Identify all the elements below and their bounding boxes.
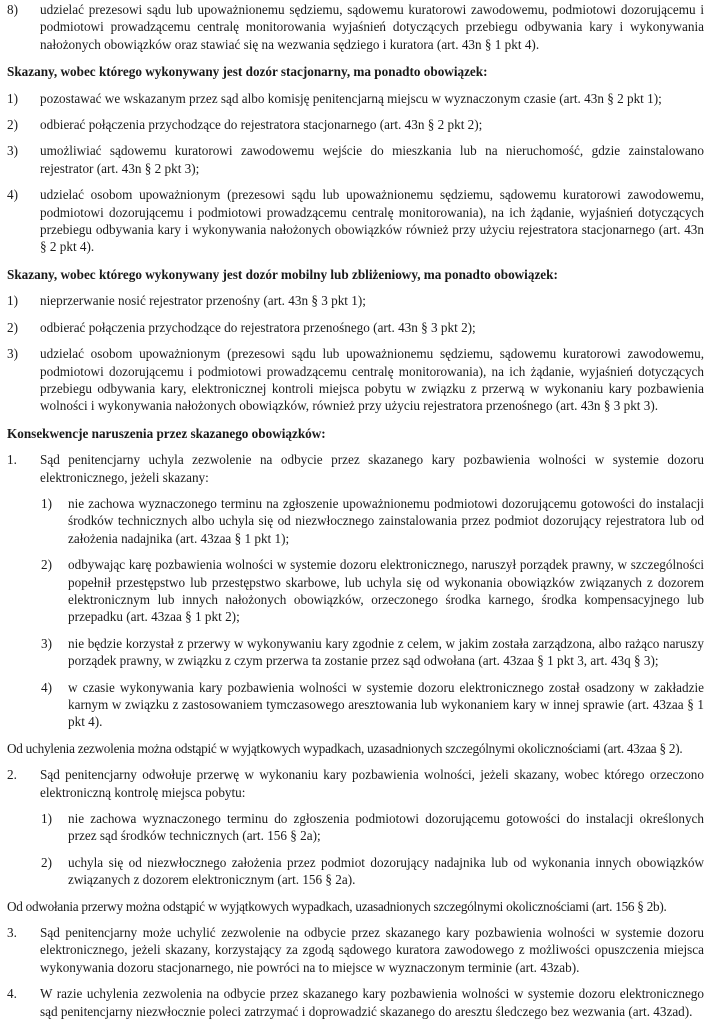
section-heading-consequences: Konsekwencje naruszenia przez skazanego obowiązków: [7,425,326,441]
list-item [7,345,704,415]
sub-list-item [7,854,704,889]
sub-list-item [7,556,704,626]
point-number: 3. [7,925,17,941]
item-number: 3) [41,635,52,651]
point-number: 1. [7,452,17,468]
sub-list-item [7,495,704,547]
item-number: 1) [41,811,52,827]
item-text: udzielać osobom upoważnionym (prezesowi sądu lub upoważnionemu sędziemu, sądowemu kuratorowi zawodowemu, podmiotowi dozorującemu i podmiotowi prowadzącemu centralę monitorowania), na ich żądanie, wyjaśnień dotyczących przebiegu odbywania kary, elektronicznej kontroli miejsca pobytu w związku z przerwą w wykonaniu kary pozbawienia wolności i wykonywania nałożonych obowiązków, również przy użyciu rejestratora przenośnego (art. 43n § 3 pkt 3). [40,346,704,414]
exception-note: Od odwołania przerwy można odstąpić w wyjątkowych wypadkach, uzasadnionych szczególnymi okolicznościami (art. 156 § 2b). [7,898,667,914]
item-number: 1) [7,293,18,309]
item-text: uchyla się od niezwłocznego założenia przez podmiot dozorujący nadajnika lub od wykonania innych obowiązków związanych z dozorem elektronicznym (art. 156 § 2a). [68,854,704,888]
list-item [7,186,704,256]
point-text: Sąd penitencjarny może uchylić zezwolenie na odbycie przez skazanego kary pozbawienia wolności w systemie dozoru elektronicznego, jeżeli skazany, korzystający za zgodą sądowego kuratora zawodowego z możliwości opuszczenia miejsca wykonywania dozoru stacjonarnego, nie powróci na to miejsce w wyznaczonym terminie (art. 43zab). [40,925,704,975]
list-item [7,142,704,177]
numbered-point [7,766,704,801]
item-text: nie będzie korzystał z przerwy w wykonywaniu kary zgodnie z celem, w jakim została zarządzona, albo rażąco naruszy porządek prawny, w związku z czym przerwa ta zostanie przez sąd odwołana (art. 43zaa § 1 pkt 3, art. 43q § 3); [68,635,704,669]
sub-list-item [7,810,704,845]
point-text: Sąd penitencjarny uchyla zezwolenie na odbycie przez skazanego kary pozbawienia wolności w systemie dozoru elektronicznego, jeżeli skazany: [40,452,704,485]
item-text: odbierać połączenia przychodzące do rejestratora stacjonarnego (art. 43n § 2 pkt 2); [40,117,483,133]
item-text: udzielać prezesowi sądu lub upoważnionemu sędziemu, sądowemu kuratorowi zawodowemu, podmiotowi dozorującemu i podmiotowi prowadzącemu centralę monitorowania wyjaśnień dotyczących przebiegu odbywania kary i wykonywania nałożonych obowiązków oraz stawiać się na wezwania sędziego i kuratora (art. 43n § 1 pkt 4). [40,2,704,52]
item-number: 1) [41,495,52,511]
item-number: 8) [7,2,18,17]
section-heading-stationary: Skazany, wobec którego wykonywany jest dozór stacjonarny, ma ponadto obowiązek: [7,64,488,80]
list-item [7,319,704,336]
item-text: odbywając karę pozbawienia wolności w systemie dozoru elektronicznego, naruszył porządek prawny, w szczególności popełnił przestępstwo lub przestępstwo skarbowe, lub uchyla się od wykonania obowiązków związanych z dozorem elektronicznym lub innych nałożonych obowiązków, orzeczonego środka karnego, środka kompensacyjnego lub przepadku (art. 43zaa § 1 pkt 2); [68,557,704,625]
item-text: nieprzerwanie nosić rejestrator przenośny (art. 43n § 3 pkt 1); [40,293,366,309]
item-number: 3) [7,346,18,362]
list-item [7,292,704,309]
item-number: 2) [7,117,18,133]
item-text: nie zachowa wyznaczonego terminu na zgłoszenie upoważnionemu podmiotowi dozorującemu gotowości do instalacji środków technicznych albo uchyla się od niezwłocznego zainstalowania przez podmiot dozorujący rejestratora lub od założenia nadajnika (art. 43zaa § 1 pkt 1); [68,495,704,546]
item-number: 2) [7,319,18,335]
item-text: udzielać osobom upoważnionym (prezesowi sądu lub upoważnionemu sędziemu, sądowemu kuratorowi zawodowemu, podmiotowi dozorującemu i podmiotowi prowadzącemu centralę monitorowania), na ich żądanie, wyjaśnień dotyczących przebiegu odbywania kary i wykonywania nałożonych obowiązków również przy użyciu rejestratora stacjonarnego (art. 43n § 2 pkt 4). [40,187,704,255]
point-number: 2. [7,767,17,783]
list-item [7,1,704,53]
item-number: 4) [41,679,52,695]
point-text: W razie uchylenia zezwolenia na odbycie przez skazanego kary pozbawienia wolności w systemie dozoru elektronicznego sąd penitencjarny niezwłocznie poleci zatrzymać i doprowadzić skazanego do aresztu śledczego bez wezwania (art. 43zad). [40,986,704,1019]
sub-list-item [7,679,704,731]
item-text: odbierać połączenia przychodzące do rejestratora przenośnego (art. 43n § 3 pkt 2); [40,319,476,335]
section-heading-mobile: Skazany, wobec którego wykonywany jest dozór mobilny lub zbliżeniowy, ma ponadto obowiązek: [7,266,558,282]
sub-list-item [7,635,704,670]
item-number: 3) [7,143,18,159]
document-page [0,1,710,1020]
item-number: 4) [7,187,18,203]
item-text: pozostawać we wskazanym przez sąd albo komisję penitencjarną miejscu w wyznaczonym czasie (art. 43n § 2 pkt 1); [40,90,662,106]
item-text: nie zachowa wyznaczonego terminu do zgłoszenia podmiotowi dozorującemu gotowości do instalacji określonych przez sąd środków technicznych (art. 156 § 2a); [68,811,704,844]
list-item [7,90,704,107]
numbered-point [7,451,704,486]
item-number: 1) [7,90,18,106]
exception-note: Od uchylenia zezwolenia można odstąpić w wyjątkowych wypadkach, uzasadnionych szczególnymi okolicznościami (art. 43zaa § 2). [7,740,683,756]
numbered-point [7,985,704,1020]
item-number: 2) [41,854,52,870]
list-item [7,116,704,133]
item-number: 2) [41,557,52,573]
item-text: w czasie wykonywania kary pozbawienia wolności w systemie dozoru elektronicznego został osadzony w zakładzie karnym w związku z zastosowaniem tymczasowego aresztowania lub wykonaniem kary w innej sprawie (art. 43zaa § 1 pkt 4). [68,679,704,730]
point-text: Sąd penitencjarny odwołuje przerwę w wykonaniu kary pozbawienia wolności, jeżeli skazany, wobec którego orzeczono elektroniczną kontrolę miejsca pobytu: [40,767,704,800]
numbered-point [7,924,704,976]
point-number: 4. [7,986,17,1002]
item-text: umożliwiać sądowemu kuratorowi zawodowemu wejście do mieszkania lub na nieruchomość, gdzie zainstalowano rejestrator (art. 43n § 2 pkt 3); [40,143,704,176]
